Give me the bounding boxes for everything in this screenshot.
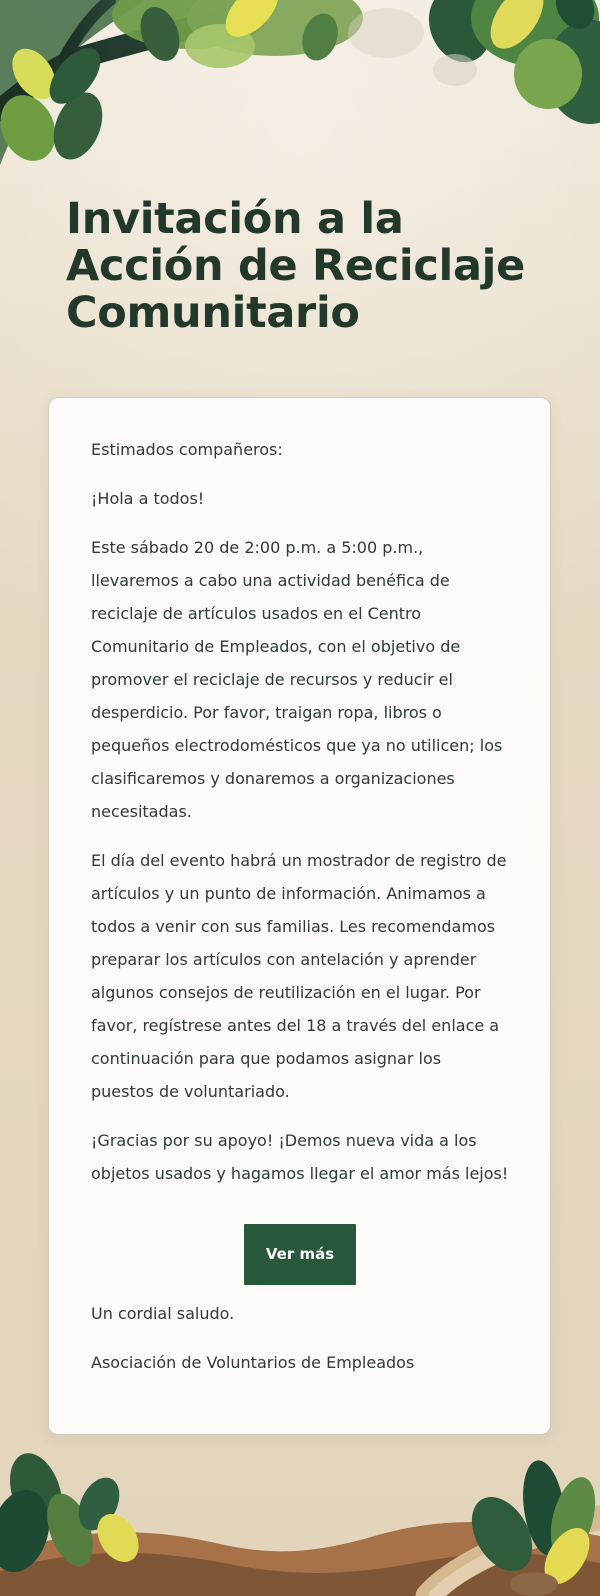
ver-mas-button[interactable]: Ver más xyxy=(244,1224,356,1285)
invitation-card-content xyxy=(91,433,509,1379)
foliage-decoration-icon xyxy=(0,0,600,180)
signature: Asociación de Voluntarios de Empleados xyxy=(91,1353,415,1372)
signoff: Un cordial saludo. xyxy=(91,1304,235,1323)
salutation: Estimados compañeros: xyxy=(91,440,283,459)
event-description: Este sábado 20 de 2:00 p.m. a 5:00 p.m., llevaremos a cabo una actividad benéfica de reciclaje de artículos usados en el Centro Comunitario de Empleados, con el objetivo de promover el reciclaje de recursos y reducir el desperdicio. Por favor, traigan ropa, libros o pequeños electrodomésticos que ya no utilicen; los clasificaremos y donaremos a organizaciones necesitadas. xyxy=(91,538,503,821)
thank-you-message: ¡Gracias por su apoyo! ¡Demos nueva vida a los objetos usados y hagamos llegar el amor más lejos! xyxy=(91,1131,509,1183)
page-title: Invitación a la Acción de Reciclaje Comunitario xyxy=(66,194,525,338)
greeting: ¡Hola a todos! xyxy=(91,489,205,508)
cta-container xyxy=(91,1224,509,1285)
landscape-decoration-icon xyxy=(0,1426,600,1596)
event-details: El día del evento habrá un mostrador de registro de artículos y un punto de información. Animamos a todos a venir con sus familias. Les recomendamos preparar los artículos con antelación y aprender algunos consejos de reutilización en el lugar. Por favor, regístrese antes del 18 a través del enlace a continuación para que podamos asignar los puestos de voluntariado. xyxy=(91,851,507,1101)
invitation-card xyxy=(48,397,551,1435)
